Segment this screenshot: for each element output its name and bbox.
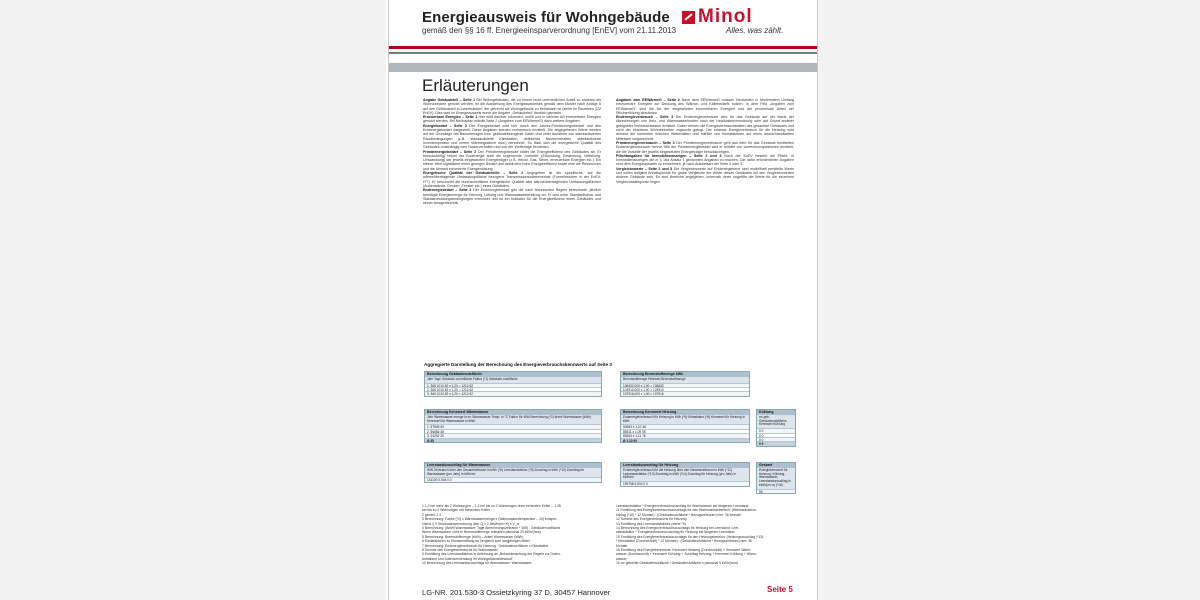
table-total-row: 0 0: [757, 441, 795, 445]
explanation-paragraph: [423, 124, 601, 150]
footnote: Wenn Warmwasser nicht in Brennstoffmenge enthalten pauschal 20 kWh/(m²a): [422, 530, 541, 535]
explanation-text: Der Energiebedarf wird hier durch den Jahres-Primärenergiebedarf und den Endenergiebedarf dargestellt. Diese Angaben werden rechnerisch ermittelt. Die angegebenen Werte werden auf der Grundlage der Bauunterlagen bzw. gebäudebezogener Daten und unter Annahme von standardisierten Randbedingungen (z.B. standardisierte Klimadaten, definiertes Nutzerverhalten, standardisierte Innentemperatur und innere Wärmegewinne usw.) berechnet. So lässt sich die energetische Qualität des Gebäudes unabhängig vom Nutzerverhalten und von der Wetterlage beurteilen.: [423, 123, 601, 150]
table-nutzflaeche: [424, 371, 602, 397]
footnote: 16 m² gekühlte Gebäudenutzfläche / Gebäudenutzfläche x pauschal 5 kWh/(m²a): [616, 561, 738, 566]
explanation-text: Angegeben ist der spezifische, auf die wärmeübertragende Umfassungsfläche bezogene Transmissionswärmeverlust (Formelzeichen in der EnEV: H'T). Er beschreibt die durchschnittliche energetische Qualität aller wärmeübertragenden Umfassungsflächen (Außenwände, Decken, Fenster etc.) eines Gebäudes.: [423, 171, 601, 188]
table-column-headers: WW-Verbrauch über den Gesamtzeitraum in kWh (*8) Leerstandsfaktor (*9) Zuschlag in kWh (*10) Zuschlag für Warmwasser (pro Jahr) in kWh/m²: [425, 468, 601, 477]
table-row: 107516,000 x 1,00 = 107516: [621, 391, 749, 395]
table-title: Berechnung Gebäudenutzfläche: [425, 372, 601, 377]
table-column-headers: Jahr Tage Gebäude-wohnfläche Faktor (*1) Gebäude-nutzfläche: [425, 377, 601, 383]
footnote: aufnahme und Datenverwendung im Wohngebäudebestand“: [422, 556, 513, 561]
table-column-headers: m² geb. Gebäudenutzfläche Kennwert Kühlung: [757, 415, 795, 428]
table-leerstand-warmwasser: [424, 462, 602, 483]
footnote: schlag (*10) * 12 Monate) : (Gebäudenutzfläche * Bezugszeitraum) hier: 36 Monate: [616, 512, 741, 517]
footnote: chend § 9 Heizkostenverordnung über Q = 2,5kWh/(m³·K) x V_w: [422, 521, 520, 526]
viewer-background-left: [0, 0, 386, 600]
viewer-background-right: [818, 0, 1200, 600]
explanation-paragraph: [616, 115, 794, 141]
footnote: 7 Berechnung: Endenergieverbrauch für Heizung : Gebäudenutzfläche x Klimafaktor: [422, 543, 549, 548]
footnote: 5 Berechnung: Brennstoffmenge (kWh) – Anteil Warmwasser (kWh): [422, 534, 524, 539]
logo-slogan: Alles, was zählt.: [726, 26, 784, 35]
table-kennwert-heizung: [620, 409, 750, 443]
minol-logo: [682, 6, 802, 39]
table-row: 0 0: [757, 433, 795, 437]
footnote: 1 1,2 bei mehr als 2 Wohnungen – 1,2 bei bis zu 2 Wohnungen ohne beheizten Keller – 1,35: [422, 504, 561, 508]
header-band: [389, 63, 818, 72]
explanations-right-column: [616, 98, 794, 356]
table-column-headers: Brennstoffmenge Heizwert Brennstoffmenge: [621, 377, 749, 383]
explanation-text: Der Primärenergieverbrauch geht aus dem für das Gebäude ermittelten Endenergieverbrauch hervor. Wie der Primärenergiebedarf wird er mithilfe von Umrechnungsfaktoren ermittelt, die die Vorkette der jeweils eingesetzten Energieträger berücksichtigen.: [616, 140, 794, 154]
explanation-term: Pflichtangaben für Immobilienanzeigen – Seite 2 und 3: [616, 153, 722, 158]
table-row: 99: [757, 489, 795, 493]
footnote: 8 Summe des Energieverbrauchs für Warmwasser: [422, 548, 498, 553]
explanation-paragraph: [423, 150, 601, 171]
header-divider-red: [389, 46, 818, 49]
explanation-term: Angabe Gebäudeteil – Seite 1: [423, 98, 475, 102]
table-title: Berechnung Brennstoffmenge kWh: [621, 372, 749, 377]
explanation-text: Bei Wohngebäuden, die zu einem nicht unerheblichen Anteil zu anderen als Wohnzwecken genutzt werden, ist die Ausstellung des Energieausweises gemäß dem Muster nach Anlage 6 auf den Gebäudeteil zu beschränken, der getrennt als Wohngebäude zu behandeln ist (siehe im Einzelnen §22 EnEV). Dies wird im Energieausweis durch die Angabe „Gebäudeteil“ deutlich gemacht.: [423, 98, 601, 115]
footnote: Leerstandsfaktor * Energieverbrauchszuschlag für Warmwasser bei längerem Leerstand: [616, 504, 749, 508]
explanation-paragraph: [423, 188, 601, 205]
table-total-row: Ø 1,10 60: [621, 438, 749, 442]
table-row: 50583 x 1,10 46: [621, 424, 749, 428]
explanation-text: Hier wird darüber informiert, wofür und in welcher Art erneuerbare Energien genutzt werden. Bei Neubauten enthält Seite 2 (Angaben zum EEWärmeG) dazu weitere Angaben.: [423, 115, 601, 124]
table-column-headers: Jahr Warmwasser-menge in m³ Warmwasser Temp. in °C Faktor für WW-Berechnung (*2) Anteil Warmwasser (kWh) Kennwert für Warmwasser in kWh: [425, 415, 601, 424]
table-row: 1. 57849 49: [425, 424, 601, 428]
footnote: 12 Summe des Energieverbrauchs für Heizung: [616, 517, 687, 522]
table-gesamt: [756, 462, 796, 494]
header-divider-grey: [389, 52, 818, 54]
explanation-paragraph: [616, 141, 794, 154]
table-title: Gesamt: [757, 463, 795, 468]
table-title: Berechnung Kennwert Warmwasser: [425, 410, 601, 415]
explanation-text: Der Endenergiebedarf gibt die nach technischen Regeln berechnete, jährlich benötigte Energiemenge für Heizung, Lüftung und Warmwasserbereitung an. Er wird unter Standardklima- und Standardnutzungsbedingungen errechnet und ist ein Indikator für die Energieeffizienz eines Gebäudes und seiner Anlagentechnik.: [423, 188, 601, 206]
document-page: [388, 0, 818, 600]
table-section-heading: Aggregierte Darstellung der Berechnung des Energieverbrauchskennwerts auf Seite 3: [424, 362, 612, 367]
document-subtitle: gemäß den §§ 16 ff. Energieeinsparverordnung [EnEV] vom 21.11.2013: [422, 26, 677, 35]
explanation-paragraph: [423, 98, 601, 115]
table-title: Kühlung: [757, 410, 795, 415]
table-leerstand-heizung: [620, 462, 750, 487]
table-row: 2. 56666 48: [425, 429, 601, 433]
explanation-paragraph: [616, 167, 794, 184]
page-number: Seite 5: [767, 585, 793, 594]
footnote: 2 gemeß 2.3: [422, 512, 442, 517]
footnote: standsfaktor * Energieverbrauchszuschlag für Heizung bei längerem Leerstand: [616, 530, 735, 535]
table-kennwert-warmwasser: [424, 409, 602, 443]
table-row: 2. 365 1010,52 x 1,20 = 1212,62: [425, 387, 601, 391]
explanation-term: Vergleichswerte – Seite 2 und 3: [616, 166, 673, 171]
footnote: 10 Berechnung des Leerstandszuschlags für Warmwasser: Warmwasser-: [422, 561, 533, 566]
footnote: 15 Ermittlung des Energieverbrauchszuschlags für den Heizungsbereich: (Heizungszuschlag (*13): [616, 534, 764, 539]
table-row: 83264 x 1,11 76: [621, 433, 749, 437]
explanation-term: Primärenergiebedarf – Seite 2: [423, 149, 477, 154]
explanation-term: Primärenergieverbrauch – Seite 3: [616, 140, 675, 145]
table-row: 0 0: [757, 437, 795, 441]
explanation-text: Der Endenergieverbrauch wird für das Gebäude auf der Basis der Abrechnungen von Heiz- und Warmwasserkosten nach der Heizkostenverordnung oder auf Grund anderer geeigneter Verbrauchsdaten ermittelt. Dabei werden die Energieverbrauchsdaten des gesamten Gebäudes und nicht der einzelnen Wohneinheiten zugrunde gelegt. Der erfasste Energieverbrauch für die Heizung wird anhand der konkreten örtlichen Wetterdaten und mithilfe von Klimafaktoren auf einen deutschlandweiten Mittelwert umgerechnet.: [616, 115, 794, 141]
table-kuehlung: [756, 409, 796, 447]
footnote: wasser (Durchschnitt) + Kennwert Kühlung + Zuschlag Heizung + Kennwert Kühlung + Warm-: [616, 552, 757, 557]
explanation-paragraph: [423, 115, 601, 124]
table-row: 141100 0,004 0 0: [425, 477, 601, 481]
table-row: 199758 0,004 0 0: [621, 481, 749, 485]
footnote: 16 Ermittlung des Energiekennwerts: Kennwert Heizung (Durchschnitt) + Kennwert Warm-: [616, 548, 752, 553]
document-title: Energieausweis für Wohngebäude: [422, 9, 670, 26]
table-row: 124910,000 x 1,00 = 124910: [621, 387, 749, 391]
explanation-text: Nach der EnEV besteht die Pflicht, in Immobilienanzeigen die in § 16a Absatz 1 genannten Angaben zu machen. Die dafür erforderlichen Angaben sind dem Energieausweis zu entnehmen, je nach Ausweisart der Seite 2 oder 3.: [616, 153, 794, 167]
logo-wordmark: Minol: [698, 6, 753, 27]
table-row: 1. 365 1010,52 x 1,20 = 1212,62: [425, 383, 601, 387]
table-row: 85911 x 1,09 59: [621, 429, 749, 433]
table-column-headers: Endenergieverbrauch für Heizung in kWh (*5) Klimafaktor (*6) Kennwert für Heizung in kWh: [621, 415, 749, 424]
explanation-text: Der Primärenergiebedarf bildet die Energieeffizienz des Gebäudes ab. Er berücksichtigt neben der Endenergie auch die sogenannte „Vorkette“ (Erkundung, Gewinnung, Verteilung, Umwandlung) der jeweils eingesetzten Energieträger (z.B. Heizöl, Gas, Strom, erneuerbare Energien etc.). Ein kleiner Wert signalisiert einen geringen Bedarf und damit eine hohe Energieeffizienz sowie eine die Ressourcen und die Umwelt schonende Energienutzung.: [423, 149, 601, 171]
logo-mark-icon: [682, 11, 695, 24]
table-column-headers: Endenergieverbrauch für die Heizung über den Gesamtzeitraum in kWh (*12) Leerstandsfaktor (*13) Zuschlag in kWh (*14) Zuschlag für Heizung (pro Jahr) in kWh/m²: [621, 468, 749, 481]
section-title: Erläuterungen: [422, 76, 529, 95]
table-column-headers: Energiekennwert für Heizung, Kühlung, Warmwasser, Leerstandszuschlag in kWh/(m²·a) (*16): [757, 468, 795, 489]
table-row: 3. 24252 20: [425, 433, 601, 437]
footnote: wasser: [616, 556, 627, 561]
footnote: 14 Berechnung des Energieverbrauchszuschlags für Heizung bei Leerstand: Leer-: [616, 526, 740, 531]
footer-reference: LG-NR. 201.530-3 Ossietzkyring 37 D, 30457 Hannover: [422, 588, 611, 597]
footnote: 6 Klimafaktoren zu Klimaermittlung im Vergleich zum langjährigen Mittel: [422, 539, 530, 544]
footnotes-right: [616, 504, 796, 588]
table-brennstoffmenge: [620, 371, 750, 397]
explanation-paragraph: [616, 98, 794, 115]
explanation-term: Angaben zum EEWärmeG – Seite 2: [616, 98, 680, 102]
explanation-term: Endenergieverbrauch – Seite 3: [616, 115, 674, 120]
table-title: Berechnung Kennwert Heizung: [621, 410, 749, 415]
explanation-paragraph: [616, 154, 794, 167]
table-title: Leerstandszuschlag für Warmwasser: [425, 463, 601, 468]
explanation-term: Energetische Qualität der Gebäudehülle – Seite 2: [423, 171, 524, 176]
footnote: 4 Berechnung: (Anteil Warmwasser: Tage Abrechnungszeitraum * 365) : Gebäudenutzfläche: [422, 526, 561, 531]
table-row: 108432,000 x 1,00 = 108432: [621, 383, 749, 387]
explanation-text: Nach dem EEWärmeG müssen Neubauten in bestimmtem Umfang erneuerbare Energien zur Deckung des Wärme- und Kältebedarfs nutzen. In dem Feld „Angaben zum EEWärmeG“ sind die Art der eingesetzten erneuerbaren Energien und der prozentuale Anteil der Pflichterfüllung abzulesen.: [616, 98, 794, 115]
footnote: 11 Ermittlung des Energieverbrauchszuschlags für den Warmwasserbereich: (Warmwasserzu-: [616, 508, 758, 513]
explanation-term: Endenergiebedarf – Seite 2: [423, 188, 472, 193]
table-row: 3. 365 1010,52 x 1,20 = 1212,62: [425, 391, 601, 395]
explanations-left-column: [423, 98, 601, 356]
explanation-term: Energiebedarf – Seite 2: [423, 123, 467, 128]
footnote: 3 Berechnung: Faktor (*2) x Warmwassermenge x (Warmwassertemperatur – 10) entspre-: [422, 517, 558, 522]
table-title: Leerstandszuschlag für Heizung: [621, 463, 749, 468]
explanation-term: Erneuerbare Energien – Seite 1: [423, 115, 478, 120]
footnote: bei bis zu 2 Wohnungen mit beheiztem Keller: [422, 508, 490, 513]
footnote: 13 Ermittlung des Leerstandsfaktors (siehe *9): [616, 521, 686, 526]
footnote: * Klimafaktor (Durchschnitt) * 12 Monate) : (Gebäudenutzfläche * Bezugszeitraum) hier: 36: [616, 539, 752, 544]
table-total-row: Ø 35: [425, 438, 601, 442]
footnote: Monate: [616, 543, 628, 548]
footnote: 9 Ermittlung des Leerstandfaktors in Anlehnung an „Bekanntmachung der Regeln zur Daten-: [422, 552, 561, 557]
table-row: 0 0: [757, 428, 795, 432]
explanation-paragraph: [423, 171, 601, 188]
explanation-text: Die Vergleichswerte auf Endenergiebene sind modellhaft ermittelte Werte und sollen lediglich Anhaltspunkte für grobe Vergleiche der Werte dieses Gebäudes mit den Vergleichswerten anderer Gebäude sein. Es sind Bereiche angegeben, innerhalb derer ungefähr die Werte für die einzelnen Vergleichskategorien liegen.: [616, 166, 794, 184]
footnotes-left: [422, 504, 602, 588]
